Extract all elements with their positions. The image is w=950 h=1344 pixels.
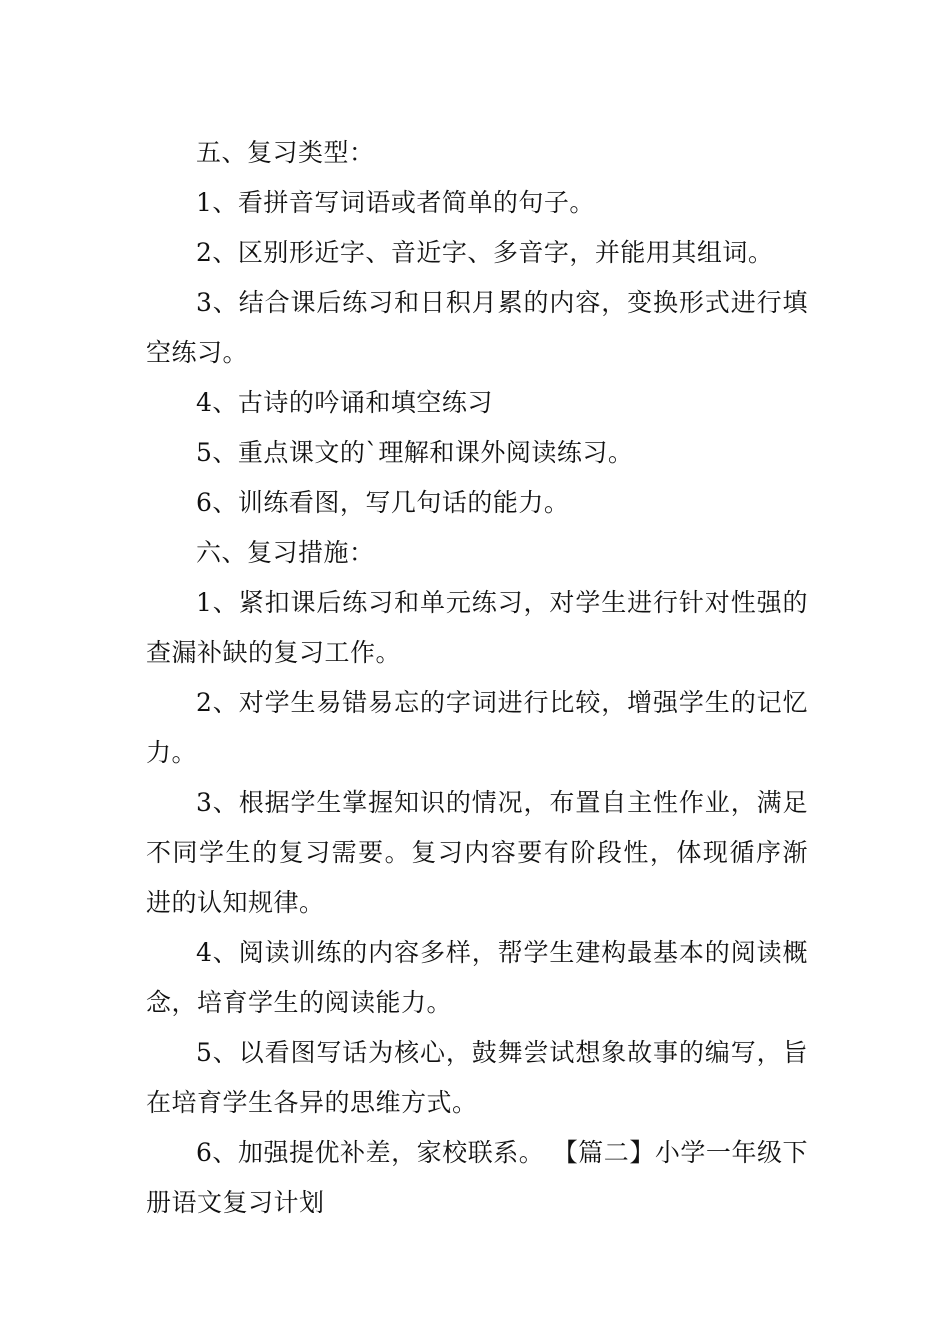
review-measure-item-5: 5、以看图写话为核心，鼓舞尝试想象故事的编写，旨在培育学生各异的思维方式。 bbox=[146, 1038, 808, 1117]
section-heading-review-measures: 六、复习措施： bbox=[196, 538, 375, 567]
review-measure-item-4: 4、阅读训练的内容多样，帮学生建构最基本的阅读概念，培育学生的阅读能力。 bbox=[146, 938, 808, 1017]
section-heading-review-types: 五、复习类型： bbox=[196, 138, 375, 167]
review-measure-item-6: 6、加强提优补差，家校联系。 【篇二】小学一年级下册语文复习计划 bbox=[146, 1138, 808, 1217]
review-type-item-6: 6、训练看图，写几句话的能力。 bbox=[196, 488, 570, 517]
review-type-item-5: 5、重点课文的`理解和课外阅读练习。 bbox=[196, 438, 634, 467]
review-type-item-3: 3、结合课后练习和日积月累的内容，变换形式进行填空练习。 bbox=[146, 288, 808, 367]
review-measure-item-1: 1、紧扣课后练习和单元练习，对学生进行针对性强的查漏补缺的复习工作。 bbox=[146, 588, 808, 667]
review-measure-item-3: 3、根据学生掌握知识的情况，布置自主性作业，满足不同学生的复习需要。复习内容要有阶段性，体现循序渐进的认知规律。 bbox=[146, 788, 808, 917]
review-measure-item-2: 2、对学生易错易忘的字词进行比较，增强学生的记忆力。 bbox=[146, 688, 808, 767]
review-type-item-4: 4、古诗的吟诵和填空练习 bbox=[196, 388, 493, 417]
review-type-item-1: 1、看拼音写词语或者简单的句子。 bbox=[196, 188, 595, 217]
review-type-item-2: 2、区别形近字、音近字、多音字，并能用其组词。 bbox=[196, 238, 774, 267]
document-body bbox=[146, 128, 808, 1228]
